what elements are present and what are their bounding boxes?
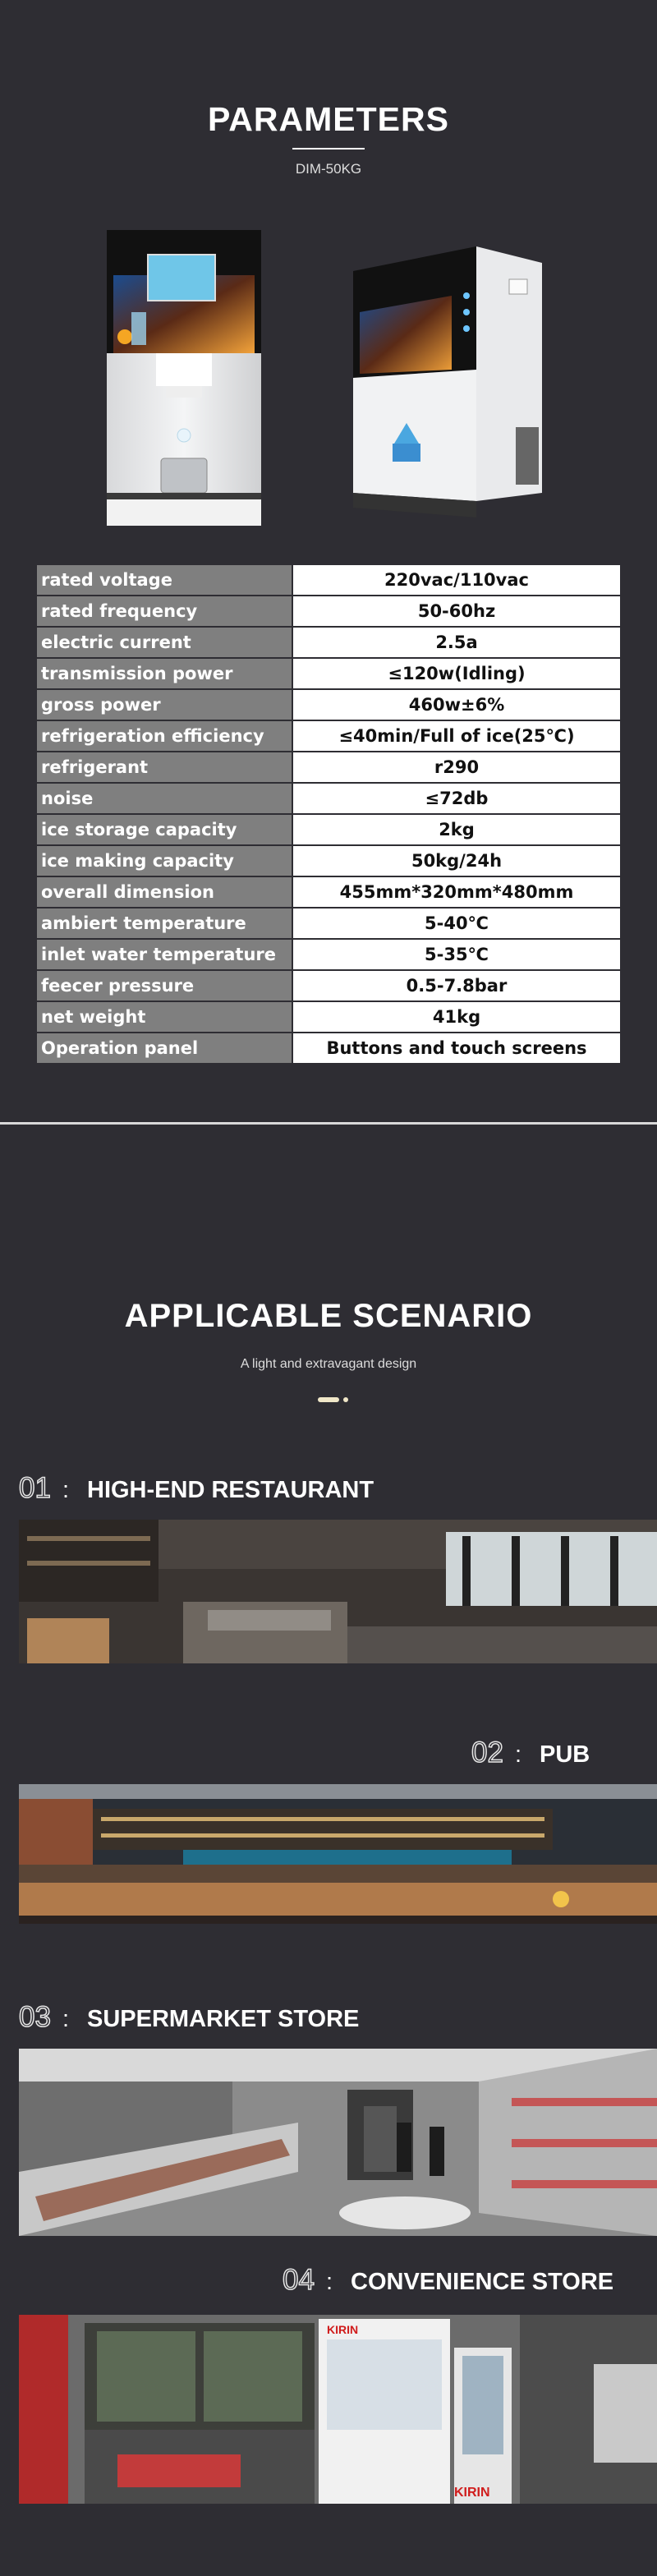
table-row: [36, 876, 621, 908]
scenario-label-03: [19, 2001, 359, 2034]
parameter-value: 455mm*320mm*480mm: [292, 876, 621, 908]
parameter-name: net weight: [36, 1001, 292, 1033]
parameter-value: ≤40min/Full of ice(25℃): [292, 720, 621, 752]
scenario-title: APPLICABLE SCENARIO: [124, 1298, 533, 1334]
table-row: [36, 564, 621, 596]
section-divider: [0, 1122, 657, 1125]
scenario-label-04: [283, 2264, 613, 2297]
title-underline: [292, 148, 365, 150]
parameter-name: feecer pressure: [36, 970, 292, 1001]
scenario-number: 02: [471, 1736, 503, 1769]
parameter-name: inlet water temperature: [36, 939, 292, 970]
table-row: [36, 596, 621, 627]
parameter-value: ≤120w(Idling): [292, 658, 621, 689]
table-row: [36, 1033, 621, 1064]
table-row: [36, 752, 621, 783]
scenario-subtitle: A light and extravagant design: [240, 1357, 417, 1371]
table-row: [36, 814, 621, 845]
parameter-name: noise: [36, 783, 292, 814]
parameter-name: transmission power: [36, 658, 292, 689]
scenario-label-01: [19, 1472, 374, 1505]
table-row: [36, 689, 621, 720]
parameter-value: 460w±6%: [292, 689, 621, 720]
scenario-label-02: [471, 1736, 590, 1769]
parameter-value: 0.5-7.8bar: [292, 970, 621, 1001]
parameter-value: 50kg/24h: [292, 845, 621, 876]
scenario-colon: :: [514, 1741, 521, 1768]
table-row: [36, 720, 621, 752]
vending-brand-label-top: KIRIN: [327, 2323, 359, 2336]
parameter-value: r290: [292, 752, 621, 783]
convenience-store-photo: [19, 2315, 657, 2504]
vending-brand-label-bottom: KIRIN: [454, 2486, 490, 2500]
table-row: [36, 627, 621, 658]
scenario-number: 01: [19, 1472, 51, 1504]
table-row: [36, 783, 621, 814]
parameters-title: PARAMETERS: [208, 100, 449, 138]
parameter-value: 220vac/110vac: [292, 564, 621, 596]
scenario-name: CONVENIENCE STORE: [351, 2269, 614, 2295]
restaurant-photo: [19, 1520, 657, 1663]
table-row: [36, 908, 621, 939]
parameter-name: ambiert temperature: [36, 908, 292, 939]
parameter-value: 50-60hz: [292, 596, 621, 627]
slider-indicator: [318, 1396, 351, 1403]
parameter-name: rated voltage: [36, 564, 292, 596]
table-row: [36, 939, 621, 970]
parameter-name: refrigerant: [36, 752, 292, 783]
parameter-name: gross power: [36, 689, 292, 720]
parameter-value: Buttons and touch screens: [292, 1033, 621, 1064]
parameter-name: rated frequency: [36, 596, 292, 627]
parameter-name: ice storage capacity: [36, 814, 292, 845]
scenario-colon: :: [62, 1477, 69, 1503]
parameter-name: ice making capacity: [36, 845, 292, 876]
pub-photo: [19, 1784, 657, 1924]
scenario-name: HIGH-END RESTAURANT: [87, 1477, 374, 1503]
scenario-colon: :: [325, 2269, 333, 2295]
scenario-number: 04: [283, 2264, 315, 2296]
parameter-value: 5-35℃: [292, 939, 621, 970]
parameter-value: 2.5a: [292, 627, 621, 658]
table-row: [36, 845, 621, 876]
parameter-name: Operation panel: [36, 1033, 292, 1064]
supermarket-photo: [19, 2049, 657, 2236]
scenario-colon: :: [62, 2006, 69, 2032]
parameter-value: 5-40℃: [292, 908, 621, 939]
model-number: DIM-50KG: [295, 161, 362, 177]
table-row: [36, 658, 621, 689]
parameter-name: overall dimension: [36, 876, 292, 908]
parameter-value: ≤72db: [292, 783, 621, 814]
parameters-table: [35, 564, 622, 1065]
parameter-name: refrigeration efficiency: [36, 720, 292, 752]
ice-machine-front-image: [107, 230, 261, 527]
table-row: [36, 1001, 621, 1033]
parameter-value: 2kg: [292, 814, 621, 845]
parameter-value: 41kg: [292, 1001, 621, 1033]
scenario-name: SUPERMARKET STORE: [87, 2006, 360, 2032]
scenario-number: 03: [19, 2001, 51, 2033]
table-row: [36, 970, 621, 1001]
parameter-name: electric current: [36, 627, 292, 658]
ice-machine-side-image: [345, 246, 546, 521]
scenario-name: PUB: [540, 1741, 590, 1768]
